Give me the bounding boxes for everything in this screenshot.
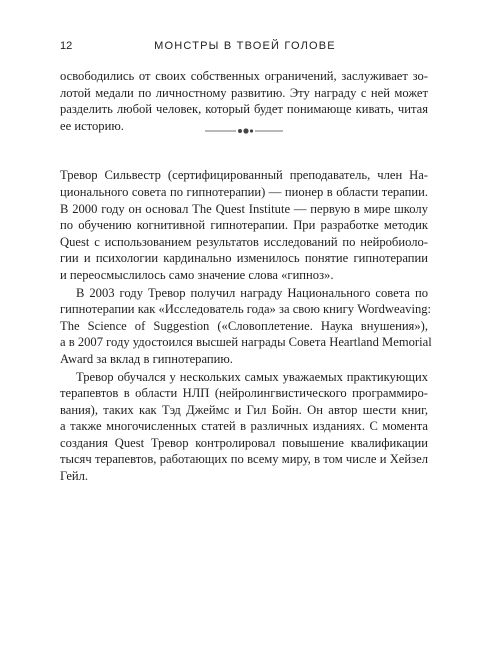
text-line: лотой медали по личностному развитию. Эту награду с ней может xyxy=(60,85,428,100)
text-line: Тревор Сильвестр (сертифицированный преподаватель, член На- xyxy=(60,168,428,183)
paragraph xyxy=(60,167,428,283)
text-line: В 2000 году он основал The Quest Institute — первую в мире школу xyxy=(60,201,428,216)
paragraph xyxy=(60,369,428,485)
text-line: а также многочисленных статей в различных изданиях. С момента xyxy=(60,419,428,434)
text-line: вания), таких как Тэд Джеймс и Гил Бойн. Он автор шести книг, xyxy=(60,402,428,417)
text-line: Award за вклад в гипнотерапию. xyxy=(60,351,233,366)
text-line: ционального совета по гипнотерапии) — пионер в области терапии. xyxy=(60,184,428,199)
text-line: The Science of Suggestion («Словоплетение. Наука внушения»), xyxy=(60,318,428,333)
text-line: Тревор обучался у нескольких самых уважаемых практикующих xyxy=(76,369,428,384)
text-line: тысяч терапевтов, работающих по всему миру, в том числе и Хейзел xyxy=(60,452,428,467)
text-line: Quest с использованием результатов исследований по нейробиоло- xyxy=(60,234,428,249)
text-line: ее историю. xyxy=(60,118,124,133)
paragraph xyxy=(60,285,432,368)
text-line: освободились от своих собственных ограничений, заслуживает зо- xyxy=(60,69,428,83)
text-line: разделить любой человек, который будет понимающе кивать, читая xyxy=(60,102,428,117)
text-line: В 2003 году Тревор получил награду Национального совета по xyxy=(76,285,428,300)
text-line: создания Quest Тревор контролировал повышение квалификации xyxy=(60,435,428,450)
text-line: а в 2007 году удостоился высшей награды Совета Heartland Memorial xyxy=(60,335,432,350)
page-number: 12 xyxy=(60,40,73,52)
page-header xyxy=(60,40,430,56)
text-line: терапевтов в области НЛП (нейролингвистического программиро- xyxy=(60,386,428,401)
text-line: гипнотерапии как «Исследователь года» за свою книгу Wordweaving: xyxy=(60,302,432,317)
running-title: МОНСТРЫ В ТВОЕЙ ГОЛОВЕ xyxy=(154,40,336,52)
text-line: Гейл. xyxy=(60,469,89,484)
text-line: гии и психологии кардинально изменилось понятие гипнотерапии xyxy=(60,251,428,266)
paragraph xyxy=(60,68,428,134)
text-line: и переосмыслилось само значение слова «гипноз». xyxy=(60,267,334,282)
text-line: по обучению когнитивной гипнотерапии. При разработке методик xyxy=(60,218,428,233)
body-text xyxy=(60,68,432,485)
